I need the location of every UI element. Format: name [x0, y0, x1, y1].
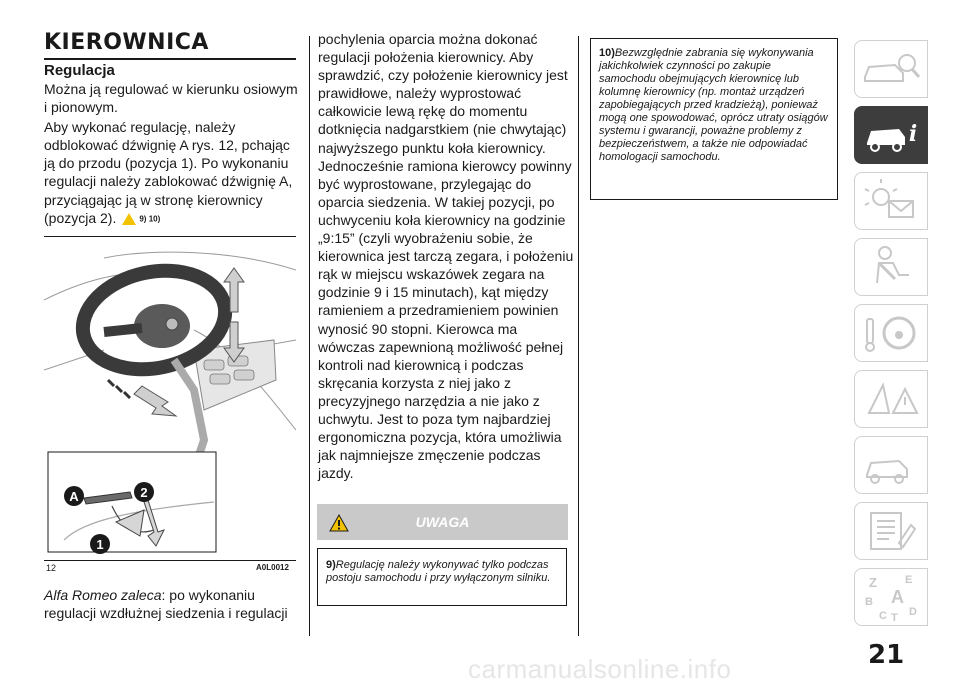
- steering-key-icon: [855, 305, 927, 361]
- car-info-icon: [855, 107, 927, 163]
- figure-number: 12: [46, 563, 57, 573]
- index-letter-d: D: [909, 606, 917, 618]
- tab-instrument-info[interactable]: [854, 106, 928, 164]
- section-title: KIEROWNICA: [44, 30, 209, 55]
- seatbelt-airbag-icon: [855, 239, 927, 295]
- figure-top-rule: [44, 236, 296, 237]
- callout-1: 1: [96, 537, 104, 552]
- callout-2: 2: [140, 485, 148, 500]
- index-letter-e: E: [905, 574, 913, 586]
- note-10-text: Bezwzględnie zabrania się wykonywania jakichkolwiek czynności po zakupie samochodu obejmujących kierownicę lub kolumnę kierownicy (np. montaż urządzeń zapobiegających przed kradzieżą), ponieważ mogą one spowodować, oprócz utraty osiągów systemu i gwarancji, poważne problemy z bezpieczeństwem, a także nie odpowiadać homologacji samochodu.: [599, 47, 828, 163]
- paragraph-directions: Można ją regulować w kierunku osiowym i pionowym.: [44, 81, 298, 116]
- car-search-icon: [855, 41, 927, 97]
- column-divider-2: [578, 36, 579, 636]
- warning-triangle-icon: [122, 213, 136, 225]
- figure-caption: [44, 586, 302, 622]
- tab-warning-lights[interactable]: [854, 172, 928, 230]
- column-divider: [309, 36, 310, 636]
- caption-text: : po wykonaniu regulacji wzdłużnej siedzenia i regulacji: [44, 587, 288, 622]
- figure-bottom-rule: [44, 560, 296, 561]
- tab-safety[interactable]: [854, 238, 928, 296]
- note-9-box: [317, 548, 567, 606]
- note-9-text: Regulację należy wykonywać tylko podczas postoju samochodu i przy wyłączonym silniku.: [326, 559, 551, 584]
- data-sheet-icon: [855, 503, 927, 559]
- procedure-text: Aby wykonać regulację, należy odblokować dźwignię A rys. 12, pchając ją do przodu (pozycja 1). Po wykonaniu regulacji należy zablokować dźwignię A, przyciągając ją w stronę kierownicy (pozycja 2).: [44, 119, 293, 226]
- index-letter-t: T: [891, 612, 898, 624]
- warning-light-icon: [855, 173, 927, 229]
- road-warning-icon: [855, 371, 927, 427]
- page-number: 21: [868, 640, 905, 670]
- note-9-ref: 9): [326, 559, 336, 571]
- tab-emergency[interactable]: [854, 370, 928, 428]
- tab-technical-data[interactable]: [854, 502, 928, 560]
- index-letter-z: Z: [869, 575, 877, 590]
- figure-code: A0L0012: [256, 563, 289, 572]
- steering-position-text: pochylenia oparcia można dokonać regulacji położenia kierownicy. Aby sprawdzić, czy położenie kierownicy jest prawidłowe, należy wyprostować całkowicie lewą rękę do momentu dotknięcia nadgarstkiem (nie chwytając) najwyższego punktu koła kierownicy. Jednocześnie ramiona kierowcy powinny być wyprostowane, przylegając do oparcia siedzenia. W takiej pozycji, po uchwyceniu koła kierownicy na godzinie „9:15” (czyli wyobrażeniu sobie, że kierownica jest tarczą zegara, i położeniu rąk w miejscu wskazówek zegara na godzinie 9 i 15 minutach), kąt między ramieniem a przedramieniem powinien wynosić 90 stopni. Kierowca ma wówczas zapewnioną możliwość pełnej kontroli nad kierownicą i podczas skręcania korzysta z niej jako z precyzyjnego narzędzia a nie jako z uchwytu. Jest to poza tym najbardziej ergonomiczna pozycja, która umożliwia jak najmniejsze zmęczenie podczas jazdy.: [318, 31, 574, 482]
- note-10-box: [590, 38, 838, 200]
- index-letter-b: B: [865, 596, 873, 608]
- watermark: carmanualsonline.info: [468, 654, 732, 684]
- warning-heading: UWAGA: [415, 514, 470, 530]
- tab-starting-driving[interactable]: [854, 304, 928, 362]
- alphabet-index-icon: [855, 569, 927, 625]
- index-letter-a: A: [891, 587, 904, 607]
- svg-text:i: i: [908, 121, 918, 147]
- intro-text: [44, 80, 302, 230]
- steering-adjustment-figure: [44, 240, 296, 556]
- note-refs: 9) 10): [139, 213, 161, 223]
- callout-a: A: [69, 489, 79, 504]
- title-underline: [44, 58, 296, 60]
- car-service-icon: [855, 437, 927, 493]
- note-10-ref: 10): [599, 47, 615, 59]
- caption-brand: Alfa Romeo zaleca: [44, 587, 162, 603]
- tab-maintenance[interactable]: [854, 436, 928, 494]
- subsection-title: Regulacja: [44, 62, 115, 79]
- tab-car-overview[interactable]: [854, 40, 928, 98]
- paragraph-procedure: [44, 118, 302, 228]
- index-letter-c: C: [879, 610, 887, 622]
- tab-index[interactable]: [854, 568, 928, 626]
